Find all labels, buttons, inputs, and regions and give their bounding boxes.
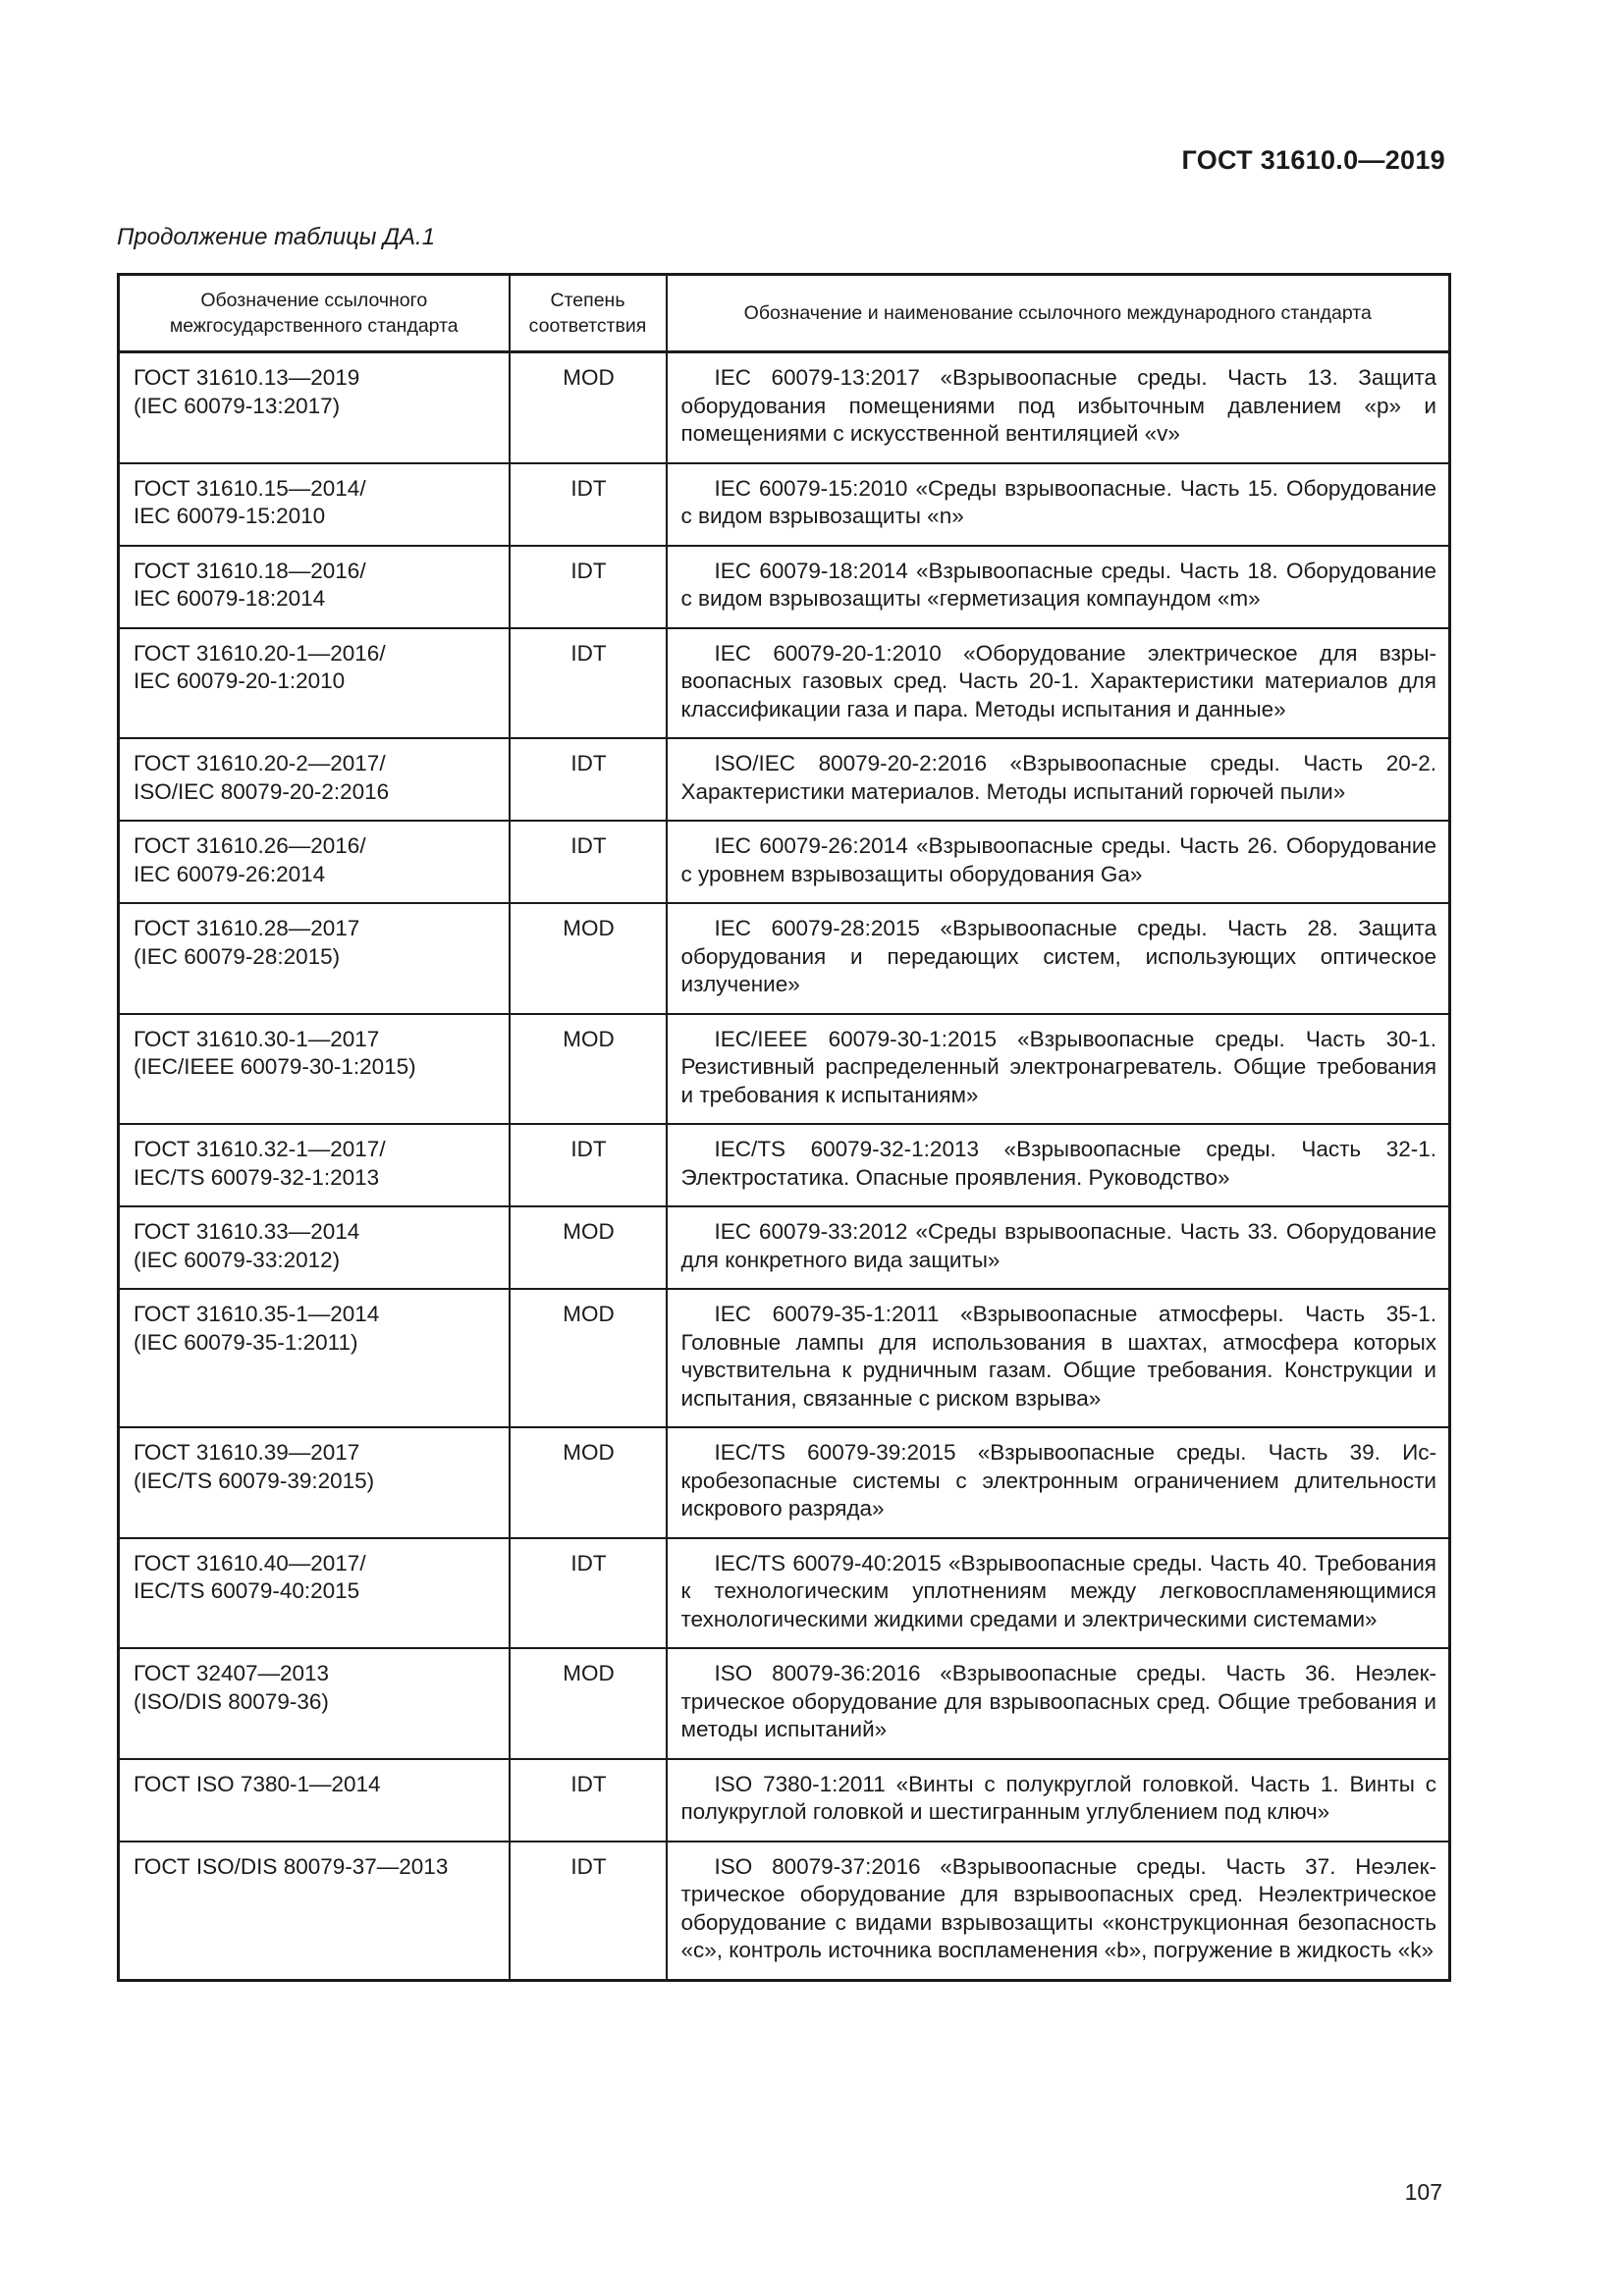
table-row: [119, 1014, 1450, 1125]
reference-standards-table: [117, 273, 1451, 1982]
international-standard-cell: IEC 60079-26:2014 «Взрывоопасные среды. Часть 26. Оборудование с уровнем взрывозащиты оборудования Ga»: [667, 821, 1450, 903]
table-row: [119, 1289, 1450, 1427]
international-standard-cell: IEC 60079-35-1:2011 «Взрывоопасные атмосферы. Часть 35-1. Головные лампы для использования в шахтах, атмосфера которых чувствительна к рудничным газам. Общие требования. Конструкции и испытания, связанные с риском взрыва»: [667, 1289, 1450, 1427]
international-standard-cell: IEC 60079-15:2010 «Среды взрывоопасные. Часть 15. Оборудование с видом взрывозащиты «n»: [667, 463, 1450, 546]
international-standard-cell: IEC/TS 60079-39:2015 «Взрывоопасные среды. Часть 39. Искробезопасные системы с электронным ограничением длительности искрового разряда»: [667, 1427, 1450, 1538]
interstate-standard-cell: ГОСТ 31610.35-1—2014 (IEC 60079-35-1:2011): [119, 1289, 510, 1427]
interstate-standard-cell: ГОСТ 31610.32-1—2017/ IEC/TS 60079-32-1:2013: [119, 1124, 510, 1206]
table-header: [119, 275, 1450, 352]
interstate-standard-cell: ГОСТ 31610.13—2019 (IEC 60079-13:2017): [119, 352, 510, 463]
document-code: ГОСТ 31610.0—2019: [1181, 145, 1445, 175]
table-body: [119, 352, 1450, 1981]
conformity-degree-cell: MOD: [510, 1014, 667, 1125]
international-standard-cell: ISO 7380-1:2011 «Винты с полукруглой головкой. Часть 1. Винты с полукруглой головкой и шестигранным углублением под ключ»: [667, 1759, 1450, 1842]
interstate-standard-cell: ГОСТ 31610.15—2014/ IEC 60079-15:2010: [119, 463, 510, 546]
conformity-degree-cell: MOD: [510, 1648, 667, 1759]
conformity-degree-cell: MOD: [510, 1427, 667, 1538]
international-standard-cell: IEC 60079-28:2015 «Взрывоопасные среды. Часть 28. Защита оборудования и передающих систем, использующих оптическое излучение»: [667, 903, 1450, 1014]
international-standard-cell: IEC/TS 60079-32-1:2013 «Взрывоопасные среды. Часть 32-1. Электростатика. Опасные проявления. Руководство»: [667, 1124, 1450, 1206]
table-caption: Продолжение таблицы ДА.1: [117, 224, 436, 250]
table-row: [119, 628, 1450, 739]
interstate-standard-cell: ГОСТ 31610.26—2016/ IEC 60079-26:2014: [119, 821, 510, 903]
column-header-interstate-standard: Обозначение ссылочного межгосударственного стандарта: [119, 275, 510, 352]
conformity-degree-cell: IDT: [510, 738, 667, 821]
table-row: [119, 546, 1450, 628]
table-row: [119, 1124, 1450, 1206]
table-header-row: [119, 275, 1450, 352]
conformity-degree-cell: IDT: [510, 821, 667, 903]
interstate-standard-cell: ГОСТ 31610.20-1—2016/ IEC 60079-20-1:2010: [119, 628, 510, 739]
conformity-degree-cell: MOD: [510, 903, 667, 1014]
column-header-conformity-degree: Степень соответствия: [510, 275, 667, 352]
international-standard-cell: IEC/TS 60079-40:2015 «Взрывоопасные среды. Часть 40. Требования к технологическим уплотнениям между легковоспламеняющимися технологическими жидкими средами и электрическими системами»: [667, 1538, 1450, 1649]
international-standard-cell: IEC/IEEE 60079-30-1:2015 «Взрывоопасные среды. Часть 30-1. Резистивный распределенный электронагреватель. Общие требования и требования к испытаниям»: [667, 1014, 1450, 1125]
international-standard-cell: IEC 60079-18:2014 «Взрывоопасные среды. Часть 18. Оборудование с видом взрывозащиты «герметизация компаундом «m»: [667, 546, 1450, 628]
conformity-degree-cell: IDT: [510, 546, 667, 628]
table-row: [119, 1759, 1450, 1842]
table-row: [119, 352, 1450, 463]
conformity-degree-cell: IDT: [510, 628, 667, 739]
interstate-standard-cell: ГОСТ 31610.28—2017 (IEC 60079-28:2015): [119, 903, 510, 1014]
table-row: [119, 738, 1450, 821]
interstate-standard-cell: ГОСТ 31610.30-1—2017 (IEC/IEEE 60079-30-1:2015): [119, 1014, 510, 1125]
international-standard-cell: IEC 60079-13:2017 «Взрывоопасные среды. Часть 13. Защита оборудования помещениями под избыточным давлением «p» и помещениями с искусственной вентиляцией «v»: [667, 352, 1450, 463]
international-standard-cell: ISO/IEC 80079-20-2:2016 «Взрывоопасные среды. Часть 20-2. Характеристики материалов. Методы испытаний горючей пыли»: [667, 738, 1450, 821]
conformity-degree-cell: MOD: [510, 1206, 667, 1289]
conformity-degree-cell: IDT: [510, 1538, 667, 1649]
table-row: [119, 1206, 1450, 1289]
table-row: [119, 1842, 1450, 1981]
international-standard-cell: ISO 80079-36:2016 «Взрывоопасные среды. Часть 36. Неэлектрическое оборудование для взрывоопасных сред. Общие требования и методы испытаний»: [667, 1648, 1450, 1759]
table-row: [119, 1648, 1450, 1759]
international-standard-cell: IEC 60079-20-1:2010 «Оборудование электрическое для взрывоопасных газовых сред. Часть 20-1. Характеристики материалов для классификации газа и пара. Методы испытания и данные»: [667, 628, 1450, 739]
international-standard-cell: ISO 80079-37:2016 «Взрывоопасные среды. Часть 37. Неэлектрическое оборудование для взрывоопасных сред. Неэлектрическое оборудование с видами взрывозащиты «конструкционная безопасность «c», контроль источника воспламенения «b», погружение в жидкость «k»: [667, 1842, 1450, 1981]
interstate-standard-cell: ГОСТ 31610.39—2017 (IEC/TS 60079-39:2015): [119, 1427, 510, 1538]
conformity-degree-cell: MOD: [510, 352, 667, 463]
table-row: [119, 1427, 1450, 1538]
interstate-standard-cell: ГОСТ 31610.20-2—2017/ ISO/IEC 80079-20-2:2016: [119, 738, 510, 821]
column-header-international-standard: Обозначение и наименование ссылочного международного стандарта: [667, 275, 1450, 352]
conformity-degree-cell: MOD: [510, 1289, 667, 1427]
conformity-degree-cell: IDT: [510, 1759, 667, 1842]
interstate-standard-cell: ГОСТ 31610.33—2014 (IEC 60079-33:2012): [119, 1206, 510, 1289]
conformity-degree-cell: IDT: [510, 1124, 667, 1206]
table-row: [119, 463, 1450, 546]
conformity-degree-cell: IDT: [510, 1842, 667, 1981]
table-row: [119, 821, 1450, 903]
interstate-standard-cell: ГОСТ 31610.18—2016/ IEC 60079-18:2014: [119, 546, 510, 628]
interstate-standard-cell: ГОСТ 31610.40—2017/ IEC/TS 60079-40:2015: [119, 1538, 510, 1649]
interstate-standard-cell: ГОСТ ISO/DIS 80079-37—2013: [119, 1842, 510, 1981]
conformity-degree-cell: IDT: [510, 463, 667, 546]
page-number: 107: [1404, 2179, 1442, 2205]
interstate-standard-cell: ГОСТ 32407—2013 (ISO/DIS 80079-36): [119, 1648, 510, 1759]
international-standard-cell: IEC 60079-33:2012 «Среды взрывоопасные. Часть 33. Оборудование для конкретного вида защиты»: [667, 1206, 1450, 1289]
interstate-standard-cell: ГОСТ ISO 7380-1—2014: [119, 1759, 510, 1842]
table-row: [119, 903, 1450, 1014]
table-row: [119, 1538, 1450, 1649]
